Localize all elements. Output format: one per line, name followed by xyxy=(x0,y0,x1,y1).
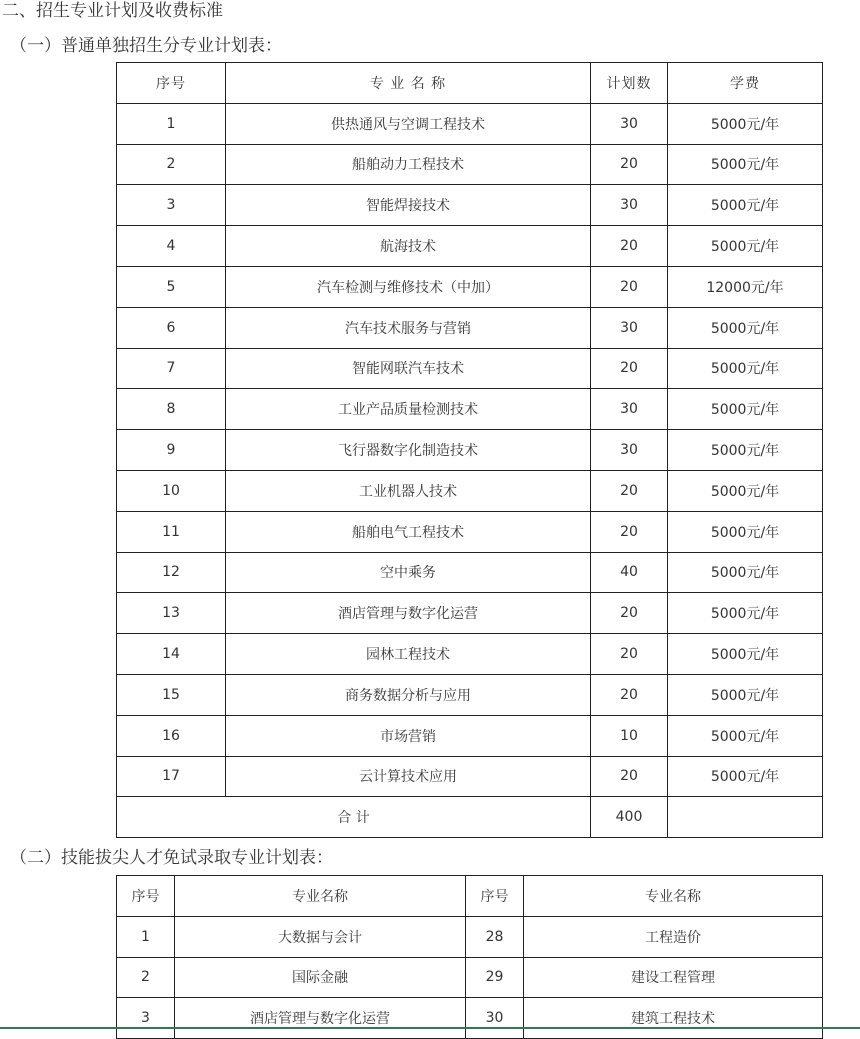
cell-tuition: 5000元/年 xyxy=(668,103,823,144)
cell-index: 8 xyxy=(117,389,226,430)
cell-major-name: 航海技术 xyxy=(226,226,591,267)
table-row xyxy=(117,307,823,348)
cell-index: 17 xyxy=(117,756,226,797)
cell-index: 6 xyxy=(117,307,226,348)
cell-tuition: 5000元/年 xyxy=(668,715,823,756)
cell-major-name: 建设工程管理 xyxy=(524,957,823,998)
cell-tuition: 5000元/年 xyxy=(668,144,823,185)
cell-plan-count: 20 xyxy=(591,226,668,267)
total-fee xyxy=(668,797,823,838)
cell-major-name: 国际金融 xyxy=(175,957,466,998)
cell-plan-count: 20 xyxy=(591,470,668,511)
table-header-row xyxy=(117,876,823,917)
cell-index: 3 xyxy=(117,185,226,226)
cell-major-name: 供热通风与空调工程技术 xyxy=(226,103,591,144)
cell-major-name: 市场营销 xyxy=(226,715,591,756)
cell-plan-count: 30 xyxy=(591,103,668,144)
cell-plan-count: 20 xyxy=(591,511,668,552)
cell-major-name: 汽车技术服务与营销 xyxy=(226,307,591,348)
cell-tuition: 5000元/年 xyxy=(668,674,823,715)
table-row xyxy=(117,103,823,144)
cell-major-name: 船舶电气工程技术 xyxy=(226,511,591,552)
cell-index: 7 xyxy=(117,348,226,389)
cell-major-name: 智能网联汽车技术 xyxy=(226,348,591,389)
header-major-name: 专业名称 xyxy=(175,876,466,917)
cell-major-name: 工业机器人技术 xyxy=(226,470,591,511)
cell-major-name: 工业产品质量检测技术 xyxy=(226,389,591,430)
cell-plan-count: 20 xyxy=(591,634,668,675)
cell-tuition: 5000元/年 xyxy=(668,593,823,634)
header-major-name: 专业名称 xyxy=(524,876,823,917)
table-row xyxy=(117,470,823,511)
table-row xyxy=(117,266,823,307)
table-row xyxy=(117,756,823,797)
cell-index: 4 xyxy=(117,226,226,267)
cell-tuition: 5000元/年 xyxy=(668,348,823,389)
talent-admission-table xyxy=(116,875,823,1039)
cell-major-name: 商务数据分析与应用 xyxy=(226,674,591,715)
cell-tuition: 5000元/年 xyxy=(668,634,823,675)
table-row xyxy=(117,389,823,430)
cell-index: 1 xyxy=(117,916,175,957)
cell-major-name: 云计算技术应用 xyxy=(226,756,591,797)
cell-index: 15 xyxy=(117,674,226,715)
cell-tuition: 5000元/年 xyxy=(668,511,823,552)
section-heading: 二、招生专业计划及收费标准 xyxy=(2,1,223,21)
header-index: 序号 xyxy=(466,876,524,917)
table-row xyxy=(117,552,823,593)
enrollment-plan-table xyxy=(116,62,823,838)
table-row xyxy=(117,998,823,1039)
total-row xyxy=(117,797,823,838)
cell-plan-count: 30 xyxy=(591,430,668,471)
cell-plan-count: 40 xyxy=(591,552,668,593)
table-row xyxy=(117,185,823,226)
cell-tuition: 5000元/年 xyxy=(668,756,823,797)
header-plan-count: 计划数 xyxy=(591,63,668,104)
plan-table-heading: （一）普通单独招生分专业计划表： xyxy=(10,36,282,56)
cell-index: 9 xyxy=(117,430,226,471)
cell-index: 10 xyxy=(117,470,226,511)
cell-plan-count: 10 xyxy=(591,715,668,756)
cell-tuition: 5000元/年 xyxy=(668,430,823,471)
cell-plan-count: 20 xyxy=(591,593,668,634)
cell-index: 1 xyxy=(117,103,226,144)
table-row xyxy=(117,916,823,957)
table-row xyxy=(117,593,823,634)
cell-plan-count: 20 xyxy=(591,756,668,797)
cell-tuition: 5000元/年 xyxy=(668,470,823,511)
cell-plan-count: 20 xyxy=(591,144,668,185)
table-header-row xyxy=(117,63,823,104)
table-row xyxy=(117,511,823,552)
header-index: 序号 xyxy=(117,876,175,917)
total-label: 合 计 xyxy=(117,797,591,838)
cell-major-name: 汽车检测与维修技术（中加） xyxy=(226,266,591,307)
cell-index: 30 xyxy=(466,998,524,1039)
cell-index: 2 xyxy=(117,144,226,185)
table-row xyxy=(117,430,823,471)
cell-plan-count: 30 xyxy=(591,389,668,430)
cell-major-name: 建筑工程技术 xyxy=(524,998,823,1039)
cell-tuition: 5000元/年 xyxy=(668,226,823,267)
cell-major-name: 空中乘务 xyxy=(226,552,591,593)
cell-major-name: 工程造价 xyxy=(524,916,823,957)
cell-major-name: 大数据与会计 xyxy=(175,916,466,957)
table-row xyxy=(117,674,823,715)
table-row xyxy=(117,226,823,267)
cell-tuition: 5000元/年 xyxy=(668,552,823,593)
cell-index: 12 xyxy=(117,552,226,593)
cell-tuition: 5000元/年 xyxy=(668,389,823,430)
cell-index: 14 xyxy=(117,634,226,675)
cell-index: 16 xyxy=(117,715,226,756)
header-tuition: 学费 xyxy=(668,63,823,104)
cell-major-name: 园林工程技术 xyxy=(226,634,591,675)
cell-tuition: 12000元/年 xyxy=(668,266,823,307)
header-index: 序号 xyxy=(117,63,226,104)
cell-index: 3 xyxy=(117,998,175,1039)
total-value: 400 xyxy=(591,797,668,838)
cell-index: 5 xyxy=(117,266,226,307)
cell-major-name: 酒店管理与数字化运营 xyxy=(226,593,591,634)
cell-plan-count: 20 xyxy=(591,674,668,715)
cell-index: 29 xyxy=(466,957,524,998)
cell-plan-count: 30 xyxy=(591,185,668,226)
table-row xyxy=(117,957,823,998)
cell-major-name: 智能焊接技术 xyxy=(226,185,591,226)
cell-tuition: 5000元/年 xyxy=(668,185,823,226)
table-row xyxy=(117,715,823,756)
header-major-name: 专 业 名 称 xyxy=(226,63,591,104)
cell-index: 11 xyxy=(117,511,226,552)
talent-table-heading: （二）技能拔尖人才免试录取专业计划表： xyxy=(10,848,333,868)
cell-plan-count: 20 xyxy=(591,348,668,389)
cell-index: 28 xyxy=(466,916,524,957)
table-row xyxy=(117,634,823,675)
cell-index: 2 xyxy=(117,957,175,998)
cell-major-name: 酒店管理与数字化运营 xyxy=(175,998,466,1039)
cell-major-name: 船舶动力工程技术 xyxy=(226,144,591,185)
cell-major-name: 飞行器数字化制造技术 xyxy=(226,430,591,471)
table-row xyxy=(117,348,823,389)
cell-tuition: 5000元/年 xyxy=(668,307,823,348)
cell-plan-count: 20 xyxy=(591,266,668,307)
cell-index: 13 xyxy=(117,593,226,634)
table-row xyxy=(117,144,823,185)
cell-plan-count: 30 xyxy=(591,307,668,348)
